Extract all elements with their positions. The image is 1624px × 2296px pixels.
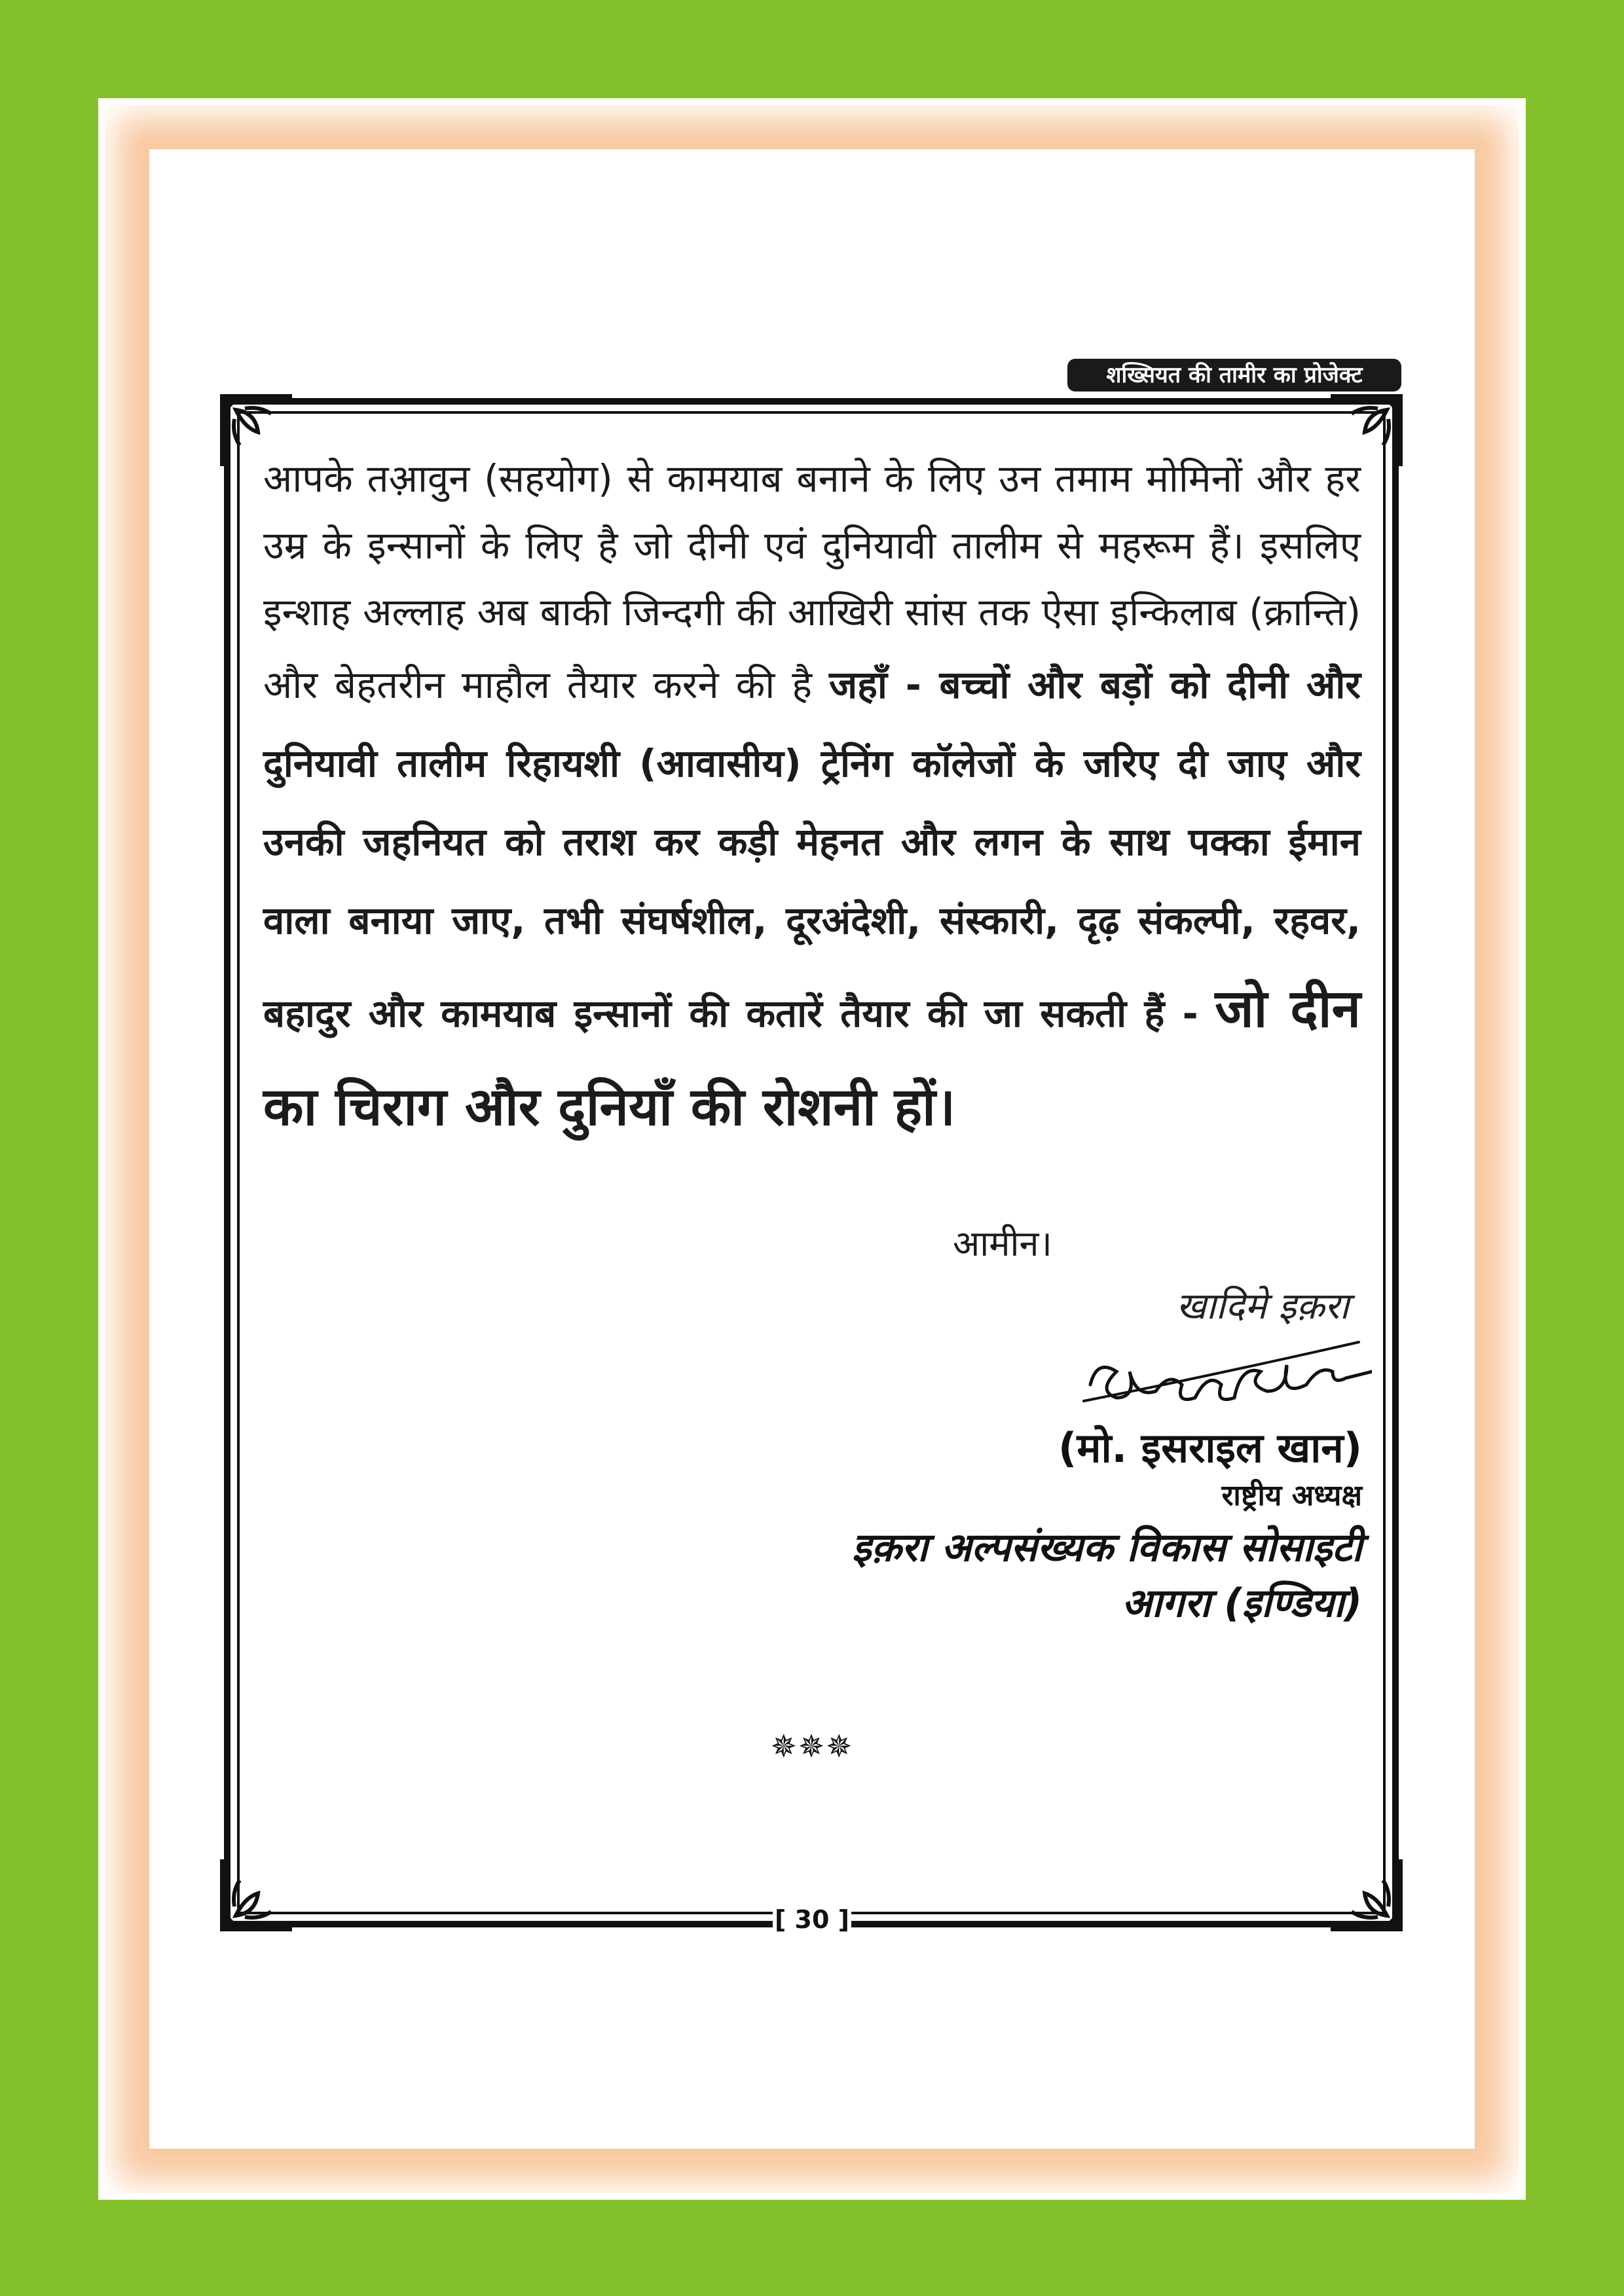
corner-ornament-icon: [220, 1859, 292, 1931]
corner-ornament-icon: [1331, 1859, 1403, 1931]
running-header: शख्सियत की तामीर का प्रोजेक्ट: [1067, 359, 1401, 392]
section-ornament: ✵✵✵: [770, 1728, 854, 1765]
body-large-text: जो दीन का चिराग और दुनियाँ की रोशनी हों।: [263, 978, 1361, 1137]
body-text: [263, 445, 1361, 1156]
body-normal-text: आपके तआ़वुन (सहयोग) से कामयाब बनाने के लिए उन तमाम मोमिनों और हर उम्र के इन्सानों के लिए है जो दीनी एवं दुनियावी तालीम से महरूम हैं। इसलिए इन्शाह अल्लाह अब बाकी जिन्दगी की आखिरी सांस तक ऐसा इन्किलाब (क्रान्ति) और बेहतरीन माहौल तैयार करने की है: [263, 456, 1361, 707]
body-bold-text: जहाँ - बच्चों और बड़ों को दीनी और दुनियावी तालीम रिहायशी (आवासीय) ट्रेनिंग कॉलेजों के जरिए दी जाए और उनकी जहनियत को तराश कर कड़ी मेहनत और लगन के साथ पक्का ईमान वाला बनाया जाए, तभी संघर्षशील, दूरअंदेशी, संस्कारी, दृढ़ संकल्पी, रहवर, बहादुर और कामयाब इन्सानों की कतारें तैयार की जा सकती हैं -: [263, 663, 1361, 1036]
khadim-text: खादिमे इक़रा: [1176, 1285, 1349, 1328]
organization-city: आगरा (इण्डिया): [1122, 1580, 1362, 1626]
signer-title: राष्ट्रीय अध्यक्ष: [1221, 1479, 1362, 1512]
body-paragraph: [263, 445, 1361, 1156]
page-number: [ 30 ]: [773, 1901, 851, 1938]
signer-name: (मो. इसराइल खान): [1058, 1424, 1362, 1472]
organization-name: इक़रा अल्पसंख्यक विकास सोसाइटी: [851, 1525, 1362, 1571]
ameen-text: आमीन।: [953, 1223, 1052, 1264]
signature-icon: [1077, 1322, 1372, 1421]
